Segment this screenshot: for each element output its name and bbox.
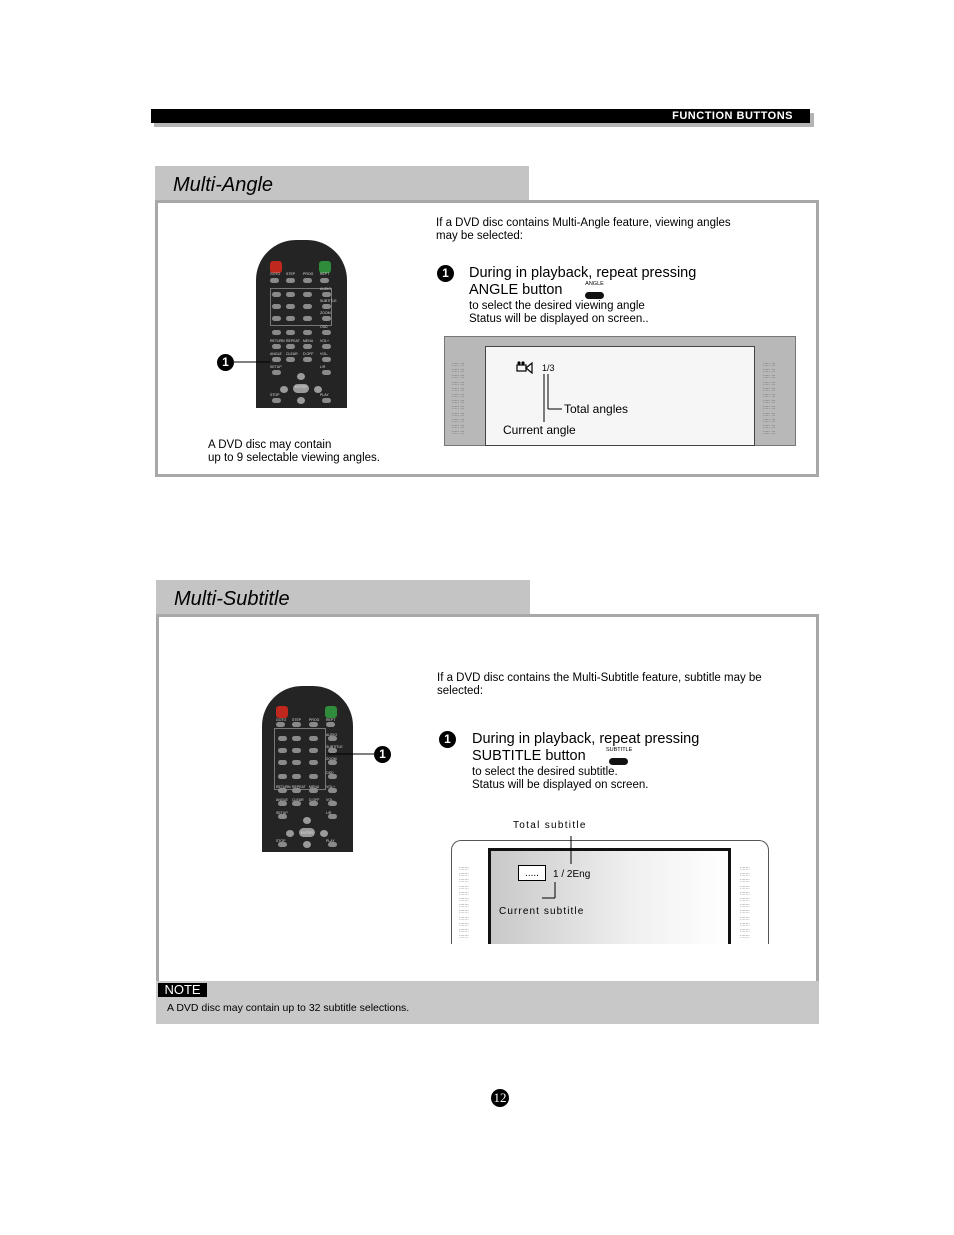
subtitle-step-line3: to select the desired subtitle. [472, 766, 618, 778]
speaker-dots-left: ::::::: ::::::: ::::::: ::::::: ::::::: ::::::: ::::::: ::::::: ::::::: ::::::: ::::::: ::::::: [459, 866, 469, 941]
subtitle-step-line4: Status will be displayed on screen. [472, 779, 649, 791]
current-angle-label: Current angle [503, 423, 576, 437]
remote-key-label: ENTER [301, 831, 313, 835]
remote-key-label: VOL+ [326, 785, 336, 789]
remote-key-label: CLEAR [292, 798, 304, 802]
tv-screen-subtitle [488, 848, 731, 944]
remote-key-label: VOL+ [320, 339, 330, 343]
speaker-dots-right: ::::: ::: ::::: ::: ::::: ::: ::::: ::: ::::: ::: ::::: ::: ::::: ::: ::::: ::: ::::: ::: ::::: ::: ::::: ::: ::::: ::: [763, 362, 776, 437]
callout-number: 1 [217, 354, 234, 371]
camera-angle-icon [516, 360, 534, 374]
angle-step-line2: ANGLE button [469, 282, 563, 298]
remote-key-label: SUBTITLE [326, 745, 343, 749]
subtitle-screen-box: ..... [518, 865, 546, 881]
callout-line [234, 354, 274, 370]
remote-key-label: REPT [320, 272, 330, 276]
remote-key-label: STOP [270, 393, 280, 397]
remote-key-label: CLEAR [286, 352, 298, 356]
remote-key-label: SUBTITLE [320, 299, 337, 303]
remote-key-label: RETURN [270, 339, 285, 343]
remote-key-label: AUDIO [326, 733, 338, 737]
speaker-dots-right: ::::::: ::::::: ::::::: ::::::: ::::::: ::::::: ::::::: ::::::: ::::::: ::::::: ::::::: ::::::: [740, 866, 750, 941]
remote-key-label: STEP [286, 272, 296, 276]
remote-key-label: AUDIO [320, 287, 332, 291]
angle-button-label: ANGLE [585, 281, 604, 287]
step-number: 1 [437, 265, 454, 282]
total-angles-label: Total angles [564, 402, 629, 416]
remote-key-label: ANGLE [276, 798, 288, 802]
remote-key-label: ANGLE [270, 352, 282, 356]
subtitle-intro-line2: selected: [437, 685, 484, 697]
remote-key-label: SETUP [276, 811, 288, 815]
note-label: NOTE [158, 983, 207, 997]
angle-intro-line2: may be selected: [436, 230, 523, 242]
current-subtitle-label: Current subtitle [499, 906, 585, 917]
remote-key-label: REPT [326, 718, 336, 722]
angle-caption-line1: A DVD disc may contain [208, 439, 332, 451]
remote-key-label: D.OFF [303, 352, 314, 356]
remote-key-label: ZOOM [326, 757, 337, 761]
subtitle-step-line1: During in playback, repeat pressing [472, 731, 700, 747]
remote-key-label: D.OFF [309, 798, 320, 802]
subtitle-indicator-lines [540, 836, 580, 904]
remote-key-label: ZOOM [320, 311, 331, 315]
callout-number: 1 [374, 746, 391, 763]
remote-key-label: L/R [326, 811, 332, 815]
subtitle-intro-line1: If a DVD disc contains the Multi-Subtitle feature, subtitle may be [437, 672, 762, 684]
remote-key-label: PROG [303, 272, 314, 276]
subtitle-screen-value: 1 / 2Eng [553, 869, 591, 880]
total-subtitle-label: Total subtitle [513, 820, 587, 831]
remote-key-label: OSD [326, 771, 334, 775]
remote-key-label: RETURN [276, 785, 291, 789]
page-number: 12 [491, 1089, 509, 1107]
remote-control-image-subtitle [262, 686, 353, 852]
angle-step-line1: During in playback, repeat pressing [469, 265, 697, 281]
multi-angle-tab [155, 166, 529, 201]
remote-key-label: GOTO [276, 718, 287, 722]
remote-key-label: REPEAT [292, 785, 306, 789]
remote-key-label: STEP [292, 718, 302, 722]
step-number: 1 [439, 731, 456, 748]
multi-subtitle-title: Multi-Subtitle [174, 588, 290, 610]
remote-key-label: MENU [303, 339, 314, 343]
remote-key-label: PLAY [326, 839, 335, 843]
angle-caption-line2: up to 9 selectable viewing angles. [208, 452, 380, 464]
subtitle-step-line2: SUBTITLE button [472, 748, 586, 764]
remote-key-label: REPEAT [286, 339, 300, 343]
angle-step-line4: Status will be displayed on screen.. [469, 313, 649, 325]
angle-step-line3: to select the desired viewing angle [469, 300, 645, 312]
angle-screen-value: 1/3 [542, 363, 555, 373]
remote-key-label: VOL- [320, 352, 329, 356]
remote-key-label: PLAY [320, 393, 329, 397]
remote-key-label: GOTO [270, 272, 281, 276]
multi-angle-title: Multi-Angle [173, 174, 274, 196]
remote-key-label: L/R [320, 365, 326, 369]
remote-key-label: VOL- [326, 798, 335, 802]
callout-line [328, 746, 376, 762]
red-key [276, 706, 288, 718]
multi-subtitle-tab [156, 580, 530, 615]
remote-key-label: PROG [309, 718, 320, 722]
header-title: FUNCTION BUTTONS [672, 110, 793, 122]
subtitle-button-label: SUBTITLE [606, 747, 633, 753]
green-key [325, 706, 337, 718]
note-text: A DVD disc may contain up to 32 subtitle selections. [167, 1002, 410, 1014]
remote-key-label: SETUP [270, 365, 282, 369]
remote-key-label: STOP [276, 839, 286, 843]
header-bar [151, 109, 810, 123]
remote-control-image-angle [256, 240, 347, 408]
remote-key-label: OSD [320, 325, 328, 329]
angle-intro-line1: If a DVD disc contains Multi-Angle feature, viewing angles [436, 217, 731, 229]
remote-key-label: ENTER [295, 385, 307, 389]
remote-key-label: MENU [309, 785, 320, 789]
speaker-dots-left: ::::: ::: ::::: ::: ::::: ::: ::::: ::: ::::: ::: ::::: ::: ::::: ::: ::::: ::: ::::: ::: ::::: ::: ::::: ::: ::::: ::: [452, 362, 465, 437]
